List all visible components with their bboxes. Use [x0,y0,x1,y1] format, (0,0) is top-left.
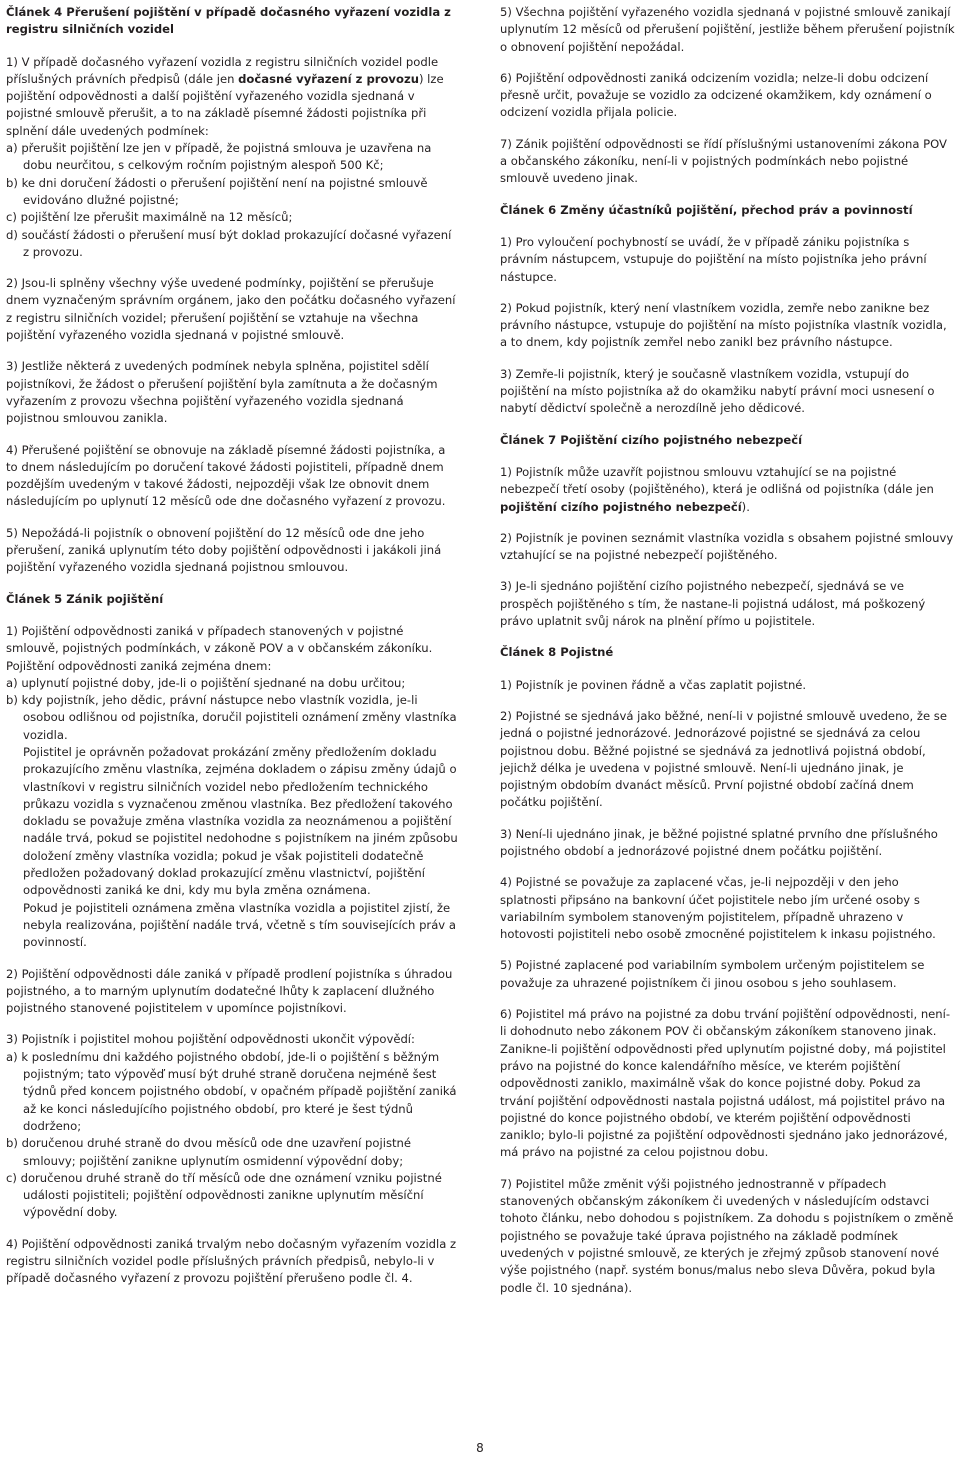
article-5-paragraph-5: 5) Všechna pojištění vyřazeného vozidla sjednaná v pojistné smlouvě zanikají uplynutím 12 měsíců od přerušení pojištění, jestliže během přerušení pojistník o obnovení pojištění nepožádal. [500,5,955,54]
article-4-paragraph-4: 4) Přerušené pojištění se obnovuje na základě písemné žádosti pojistníka, a to dnem následujícím po doručení takové žádosti pojistiteli, případně dnem pozdějším uvedeným v takové žádosti, nejpozději však lze obnovit dnem následujícím po uplynutí 12 měsíců ode dne dočasného vyřazení z provozu. [6,442,446,509]
list-item: b) doručenou druhé straně do dvou měsíců ode dne uzavření pojistné smlouvy; pojištění zanikne uplynutím osmidenní výpovědní doby; [6,1136,412,1168]
list-item: a) k poslednímu dni každého pojistného období, jde-li o pojištění s běžným pojistným; tato výpověď musí být druhé straně doručena nejméně šest týdnů před koncem pojistného období, v opačném případě pojištění zaniká až ke konci následujícího pojistného období, pro které je šest týdnů dodrženo; [6,1049,457,1133]
article-8-heading: Článek 8 Pojistné [500,645,614,660]
article-8-paragraph-2: 2) Pojistné se sjednává jako běžné, není-li v pojistné smlouvě uvedeno, že se jedná o pojistné jednorázové. Jednorázové pojistné se sjednává za celou pojistnou dobu. Běžné pojistné se sjednává za jednotlivá pojistná období, jejichž délka je uvedena v pojistné smlouvě. Není-li ujednáno jinak, je pojistným obdobím dvanáct měsíců. První pojistné období začíná dnem počátku pojištění. [500,708,947,810]
list-item-continuation: Pojistitel je oprávněn požadovat prokázání změny předložením dokladu prokazujícího změnu vlastníka, zejména dokladem o zápisu změny údajů o vlastníkovi v registru silničních vozidel nebo předložením technického průkazu vozidla s vyznačenou změnou vlastníka. Bez předložení takového dokladu se považuje změna vlastníka vozidla za neoznámenou a pojištění nadále trvá, pokud se pojistitel nedohodne s pojistníkem na jiném způsobu doložení změny vlastníka vozidla; pokud je však pojistiteli dodatečně předložen požadovaný doklad prokazující změnu vlastnictví, pojištění odpovědnosti zaniká ke dni, kdy mu byla změna oznámena. [23,744,458,898]
article-6-heading: Článek 6 Změny účastníků pojištění, přechod práv a povinností [500,202,913,217]
article-4-paragraph-5: 5) Nepožádá-li pojistník o obnovení pojištění do 12 měsíců ode dne jeho přerušení, zaniká uplynutím této doby pojištění odpovědnosti i jakákoli jiná pojištění vyřazeného vozidla sjednaná pojistnou smlouvou. [6,525,442,575]
paragraph-text [500,464,956,516]
article-6-paragraph-3: 3) Zemře-li pojistník, který je současně vlastníkem vozidla, vstupují do pojištění na místo pojistníka až do okamžiku nabytí právní moci usnesení o nabytí dědictví společně a nerozdílně jeho dědicové. [500,366,935,416]
paragraph-text: 3) Pojistník i pojistitel mohou pojištění odpovědnosti ukončit výpovědí: [6,1032,415,1047]
article-6-paragraph-2: 2) Pokud pojistník, který není vlastníkem vozidla, zemře nebo zanikne bez právního nástupce, vstupuje do pojištění na místo pojistníka vlastník vozidla, a to dnem, kdy pojistník zemřel nebo zanikl bez právního nástupce. [500,300,947,350]
defined-term: dočasné vyřazení z provozu [238,71,419,86]
list-item: c) pojištění lze přerušit maximálně na 12 měsíců; [6,210,293,225]
article-8-paragraph-6: 6) Pojistitel má právo na pojistné za dobu trvání pojištění odpovědnosti, není-li dohodnuto nebo zákonem POV či občanským zákoníkem stanoveno jinak. Zanikne-li pojištění odpovědnosti před uplynutím pojistné doby, má pojistitel právo na pojistné do konce kalendářního měsíce, ve kterém pojištění odpovědnosti zaniklo, maximálně však do konce pojistné doby. Pokud za trvání pojištění odpovědnosti nastala pojistná událost, má pojistitel právo na pojistné do konce pojistného období, ve kterém pojištění odpovědnosti zaniklo; bylo-li pojistné za pojištění odpovědnosti sjednáno jako jednorázové, má právo na pojistné za celou pojistnou dobu. [500,1007,951,1160]
article-8-paragraph-5: 5) Pojistné zaplacené pod variabilním symbolem určeným pojistitelem se považuje za uhrazené pojistníkem či jinou osobou s jeho souhlasem. [500,958,925,990]
list-item: d) součástí žádosti o přerušení musí být doklad prokazující dočasné vyřazení z provozu. [6,227,452,259]
article-5-paragraph-6: 6) Pojištění odpovědnosti zaniká odcizením vozidla; nelze-li dobu odcizení přesně určit, považuje se vozidlo za odcizené okamžikem, kdy oznámení o odcizení vozidla přijala policie. [500,70,932,120]
text-run: ) lze pojištění odpovědnosti a další pojištění vyřazeného vozidla sjednaná v pojistné smlouvě přerušit, a to na základě písemné žádosti pojistníka při splnění dále uvedených podmínek: [6,71,444,138]
article-4-paragraph-1 [6,54,458,262]
text-run: ). [741,499,750,514]
page-number: 8 [476,1441,484,1455]
article-8-paragraph-1: 1) Pojistník je povinen řádně a včas zaplatit pojistné. [500,677,807,692]
article-8-paragraph-4: 4) Pojistné se považuje za zaplacené včas, je-li nejpozději v den jeho splatnosti připsáno na bankovní účet pojistitele nebo jím určené osoby s variabilním symbolem stanoveným pojistitelem, případně uhrazeno v hotovosti pojistiteli nebo osobě zmocněné pojistitelem k inkasu pojistného. [500,875,936,942]
list-item: a) uplynutí pojistné doby, jde-li o pojištění sjednané na dobu určitou; [6,675,406,690]
article-5-paragraph-7: 7) Zánik pojištění odpovědnosti se řídí příslušnými ustanoveními zákona POV a občanského zákoníku, není-li v pojistných podmínkách nebo pojistné smlouvě uvedeno jinak. [500,136,947,186]
article-8-paragraph-3: 3) Není-li ujednáno jinak, je běžné pojistné splatné prvního dne příslušného pojistného období a jednorázové pojistné dnem počátku pojištění. [500,826,938,858]
list-item: b) kdy pojistník, jeho dědic, právní nástupce nebo vlastník vozidla, je-li osobou odlišnou od pojistníka, doručil pojistiteli oznámení změny vlastníka vozidla. [6,693,457,742]
article-4-heading: Článek 4 Přerušení pojištění v případě dočasného vyřazení vozidla z registru silničních vozidel [6,5,451,37]
article-7-paragraph-2: 2) Pojistník je povinen seznámit vlastníka vozidla s obsahem pojistné smlouvy vztahující se na pojistné nebezpečí pojištěného. [500,530,954,563]
article-7-paragraph-1 [500,464,956,516]
right-column [500,4,956,1311]
paragraph-text [6,54,458,140]
article-5-paragraph-3 [6,1031,458,1221]
article-5-heading: Článek 5 Zánik pojištění [6,591,164,606]
article-5-paragraph-4: 4) Pojištění odpovědnosti zaniká trvalým nebo dočasným vyřazením vozidla z registru silničních vozidel podle příslušných právních předpisů, nebylo-li v případě dočasného vyřazení z provozu pojištění přerušeno podle čl. 4. [6,1236,457,1286]
paragraph-text: 1) Pojištění odpovědnosti zaniká v případech stanovených v pojistné smlouvě, pojistných podmínkách, v zákoně POV a v občanském zákoníku. Pojištění odpovědnosti zaniká zejména dnem: [6,623,433,673]
article-5-paragraph-2: 2) Pojištění odpovědnosti dále zaniká v případě prodlení pojistníka s úhradou pojistného, a to marným uplynutím dodatečné lhůty k zaplacení dlužného pojistného stanovené pojistitelem v upomínce pojistníkovi. [6,966,453,1016]
list-item: b) ke dni doručení žádosti o přerušení pojištění není na pojistné smlouvě evidováno dlužné pojistné; [6,175,428,207]
list-item: c) doručenou druhé straně do tří měsíců ode dne oznámení vzniku pojistné události pojistiteli; pojištění odpovědnosti zanikne uplynutím měsíční výpovědní doby. [6,1170,442,1220]
article-6-paragraph-1: 1) Pro vyloučení pochybností se uvádí, že v případě zániku pojistníka s právním nástupcem, vstupuje do pojištění na místo pojistníka jeho právní nástupce. [500,234,927,284]
text-run: 1) V případě dočasného vyřazení vozidla z registru silničních vozidel podle příslušných právních předpisů (dále jen [6,54,439,86]
list-item-continuation: Pokud je pojistiteli oznámena změna vlastníka vozidla a pojistitel zjistí, že nebyla realizována, pojištění nadále trvá, včetně s tím souvisejících práv a povinností. [23,900,456,950]
left-column [6,4,458,1302]
list-item: a) přerušit pojištění lze jen v případě, že pojistná smlouva je uzavřena na dobu neurčitou, s celkovým ročním pojistným alespoň 500 Kč; [6,141,432,173]
article-7-heading: Článek 7 Pojištění cizího pojistného nebezpečí [500,432,803,447]
article-4-paragraph-3: 3) Jestliže některá z uvedených podmínek nebyla splněna, pojistitel sdělí pojistníkovi, že žádost o přerušení pojištění byla zamítnuta a že dočasným vyřazením z provozu všechna pojištění vyřazeného vozidla sjednaná pojistnou smlouvou zanikla. [6,359,438,426]
article-8-paragraph-7: 7) Pojistitel může změnit výši pojistného jednostranně v případech stanovených občanským zákoníkem či uvedených v následujícím odstavci tohoto článku, nebo dohodou s pojistníkem. Za dohodu s pojistníkem o změně pojistného se považuje také úprava pojistného na základě podmínek uvedených v pojistné smlouvě, ze kterých je zřejmý způsob stanovení nové výše pojistného (např. systém bonus/malus nebo sleva Důvěra, pokud byla podle čl. 10 sjednána). [500,1176,954,1295]
article-4-paragraph-2: 2) Jsou-li splněny všechny výše uvedené podmínky, pojištění se přerušuje dnem vyznačeným správním orgánem, jako den počátku dočasného vyřazení z registru silničních vozidel; přerušení pojištění se vztahuje na všechna pojištění vyřazeného vozidla sjednaná v pojistné smlouvě. [6,276,456,343]
text-run: 1) Pojistník může uzavřít pojistnou smlouvu vztahující se na pojistné nebezpečí třetí osoby (pojištěného), která je odlišná od pojistníka (dále jen [500,464,934,497]
defined-term: pojištění cizího pojistného nebezpečí [500,499,742,514]
article-5-paragraph-1 [6,623,458,952]
article-7-paragraph-3: 3) Je-li sjednáno pojištění cizího pojistného nebezpečí, sjednává se ve prospěch pojištěného s tím, že nastane-li pojistná událost, má poškozený právo uplatnit svůj nárok na plnění přímo u pojistitele. [500,579,926,629]
